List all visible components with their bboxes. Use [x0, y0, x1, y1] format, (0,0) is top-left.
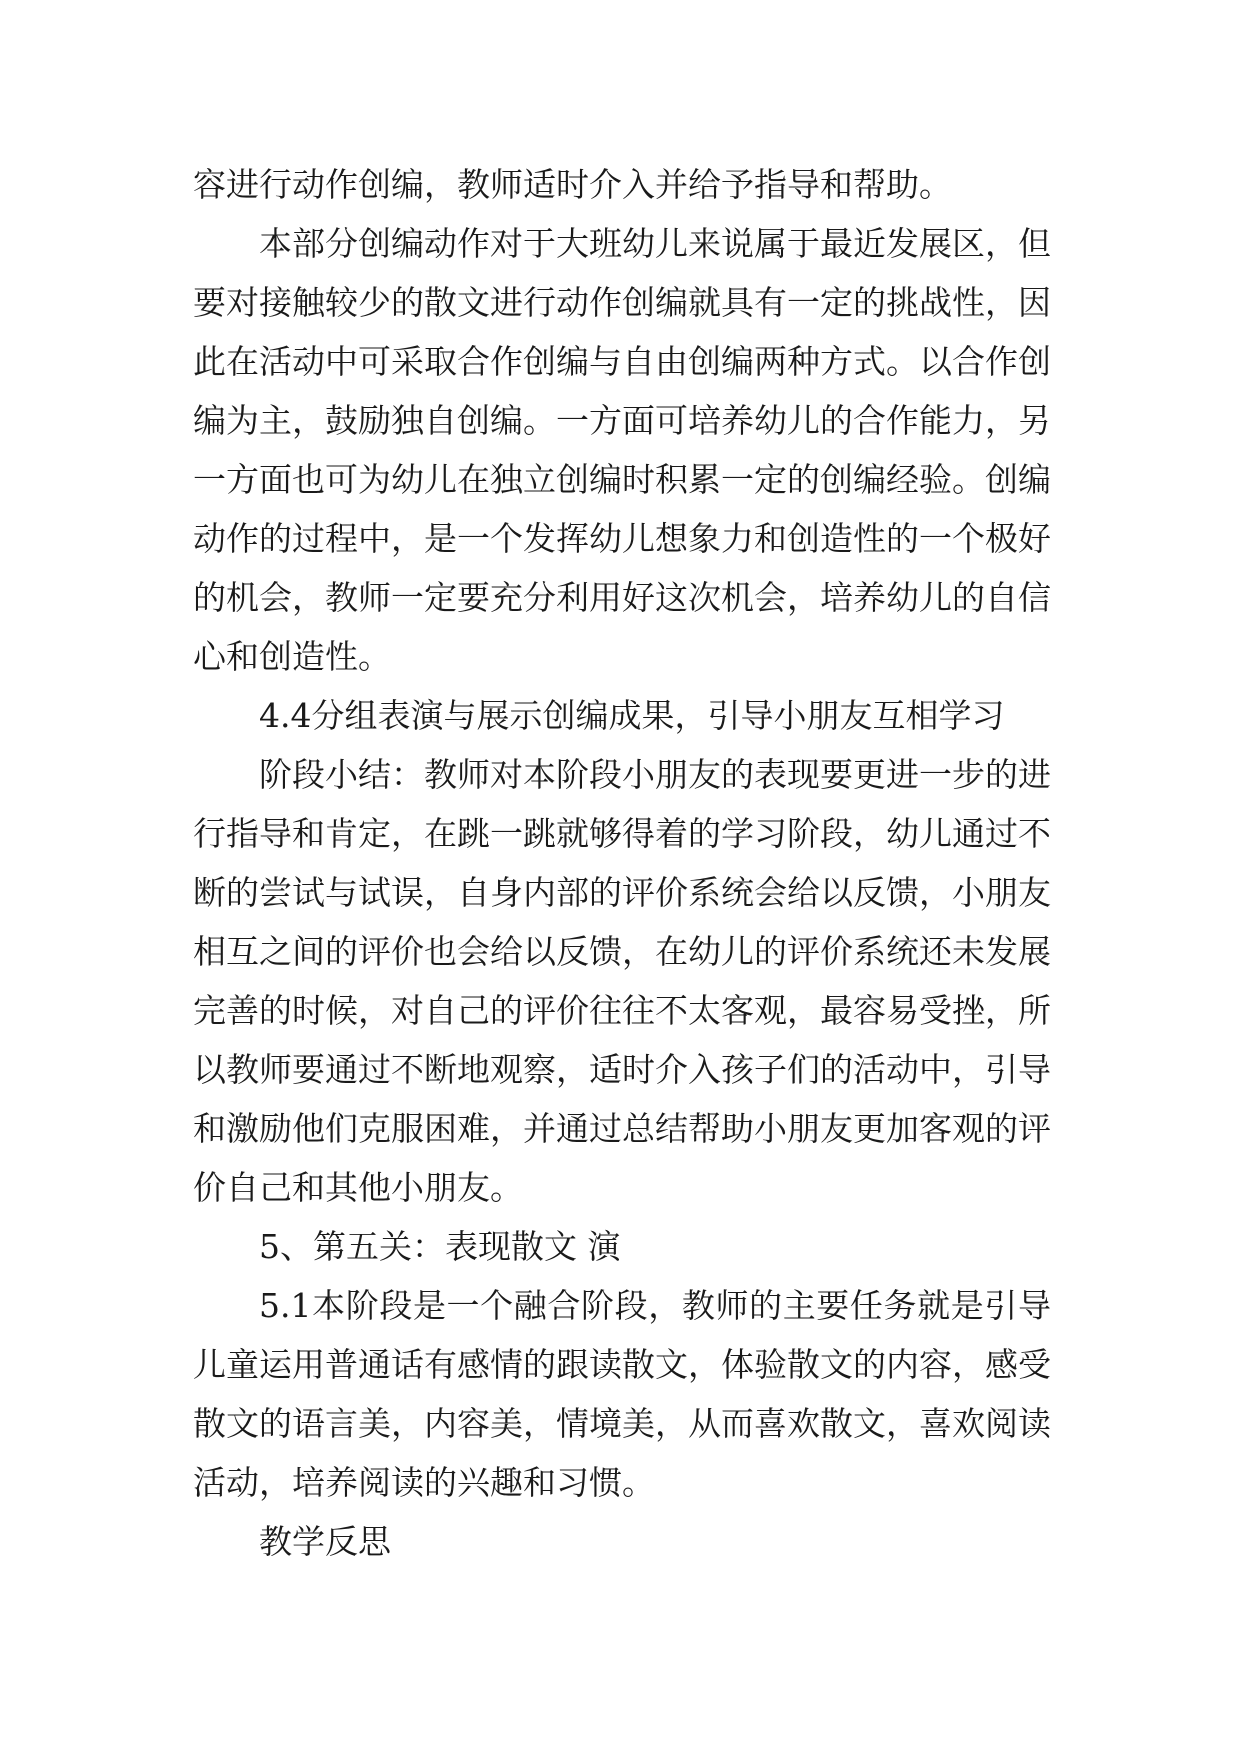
text-line: 儿童运用普通话有感情的跟读散文，体验散文的内容，感受 — [193, 1345, 1051, 1384]
text-line: 相互之间的评价也会给以反馈，在幼儿的评价系统还未发展 — [193, 932, 1051, 971]
section-heading: 5、第五关：表现散文 演 — [259, 1227, 621, 1266]
section-heading: 4.4分组表演与展示创编成果，引导小朋友互相学习 — [259, 696, 1005, 735]
text-line: 以教师要通过不断地观察，适时介入孩子们的活动中，引导 — [193, 1050, 1051, 1089]
text-line: 容进行动作创编，教师适时介入并给予指导和帮助。 — [193, 165, 952, 204]
text-line: 此在活动中可采取合作创编与自由创编两种方式。以合作创 — [193, 342, 1051, 381]
text-line: 活动，培养阅读的兴趣和习惯。 — [193, 1463, 655, 1502]
document-body — [193, 155, 1051, 1571]
text-line: 和激励他们克服困难，并通过总结帮助小朋友更加客观的评 — [193, 1109, 1051, 1148]
text-line: 心和创造性。 — [193, 637, 391, 676]
text-line: 完善的时候，对自己的评价往往不太客观，最容易受挫，所 — [193, 991, 1051, 1030]
text-line: 动作的过程中，是一个发挥幼儿想象力和创造性的一个极好 — [193, 519, 1051, 558]
text-line: 5.1本阶段是一个融合阶段，教师的主要任务就是引导 — [259, 1286, 1051, 1325]
section-heading: 教学反思 — [259, 1522, 391, 1561]
text-line: 散文的语言美，内容美，情境美，从而喜欢散文，喜欢阅读 — [193, 1404, 1051, 1443]
text-line: 编为主，鼓励独自创编。一方面可培养幼儿的合作能力，另 — [193, 401, 1051, 440]
text-line: 一方面也可为幼儿在独立创编时积累一定的创编经验。创编 — [193, 460, 1051, 499]
text-line: 价自己和其他小朋友。 — [193, 1168, 523, 1207]
text-line: 的机会，教师一定要充分利用好这次机会，培养幼儿的自信 — [193, 578, 1051, 617]
text-line: 断的尝试与试误，自身内部的评价系统会给以反馈，小朋友 — [193, 873, 1051, 912]
text-line: 阶段小结：教师对本阶段小朋友的表现要更进一步的进 — [259, 755, 1051, 794]
text-line: 本部分创编动作对于大班幼儿来说属于最近发展区，但 — [259, 224, 1051, 263]
text-line: 要对接触较少的散文进行动作创编就具有一定的挑战性，因 — [193, 283, 1051, 322]
text-line: 行指导和肯定，在跳一跳就够得着的学习阶段，幼儿通过不 — [193, 814, 1051, 853]
